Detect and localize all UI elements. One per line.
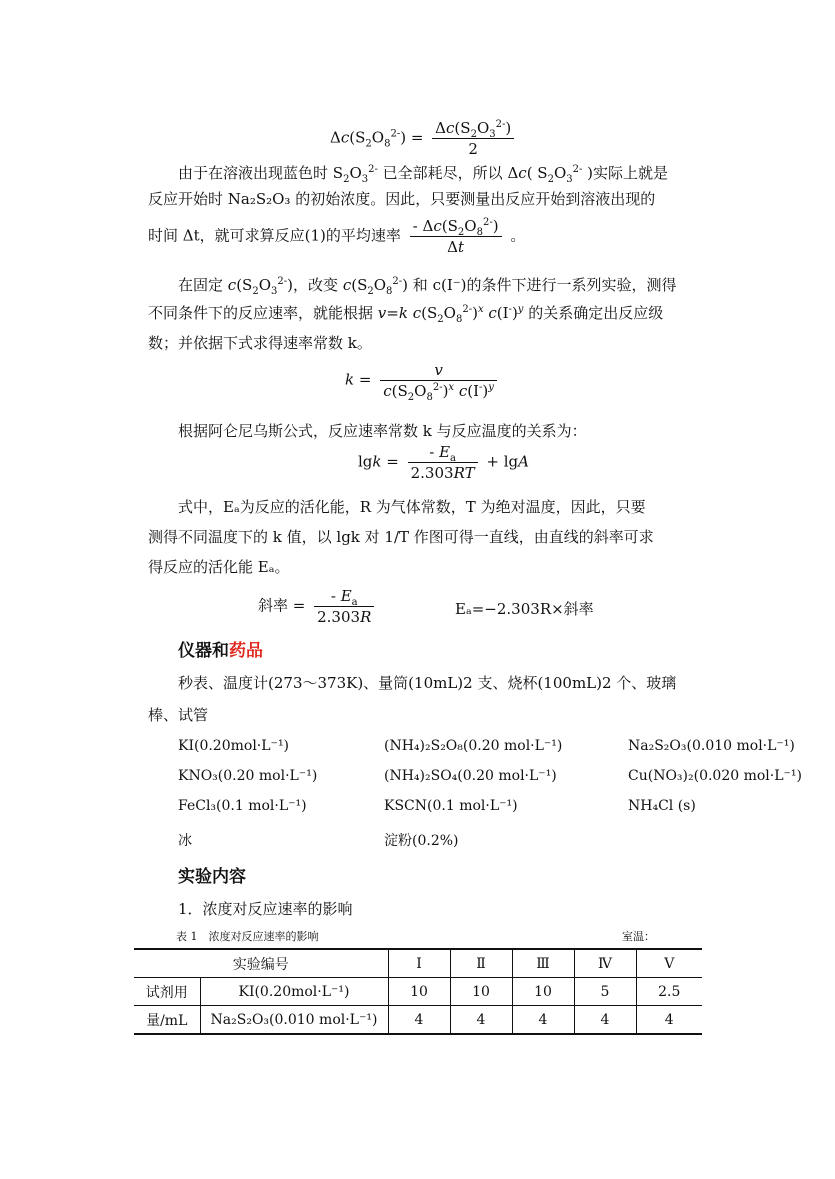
equation-arrhenius: lgk = $\frac{- E_a}{2.303RT}$ + lgA [358,443,529,482]
table-row [134,978,702,1006]
paragraph-1-line-2: 反应开始时 Na₂S₂O₃ 的初始浓度。因此，只要测量出反应开始到溶液出现的 [148,190,656,208]
table-cell: 4 [388,1006,450,1035]
reagent-item: (NH₄)₂SO₄(0.20 mol·L⁻¹) [384,768,557,784]
table-column-header: Ⅰ [388,949,450,978]
table-cell: 4 [450,1006,512,1035]
reagent-item: KSCN(0.1 mol·L⁻¹) [384,798,518,814]
heading-experiment-content: 实验内容 [178,867,246,887]
paragraph-2-line-3: 数；并依据下式求得速率常数 k。 [148,334,372,352]
table-group-label: 试剂用 [134,978,200,1006]
table-column-header: Ⅱ [450,949,512,978]
reagent-item: 淀粉(0.2%) [384,833,459,849]
table-cell: 2.5 [636,978,702,1006]
section-1-title: 1．浓度对反应速率的影响 [178,900,353,918]
table-caption: 表 1 浓度对反应速率的影响 [176,930,319,943]
table-header-row [134,949,702,978]
table-cell: 10 [450,978,512,1006]
table-cell: 4 [574,1006,636,1035]
table-header-label: 实验编号 [134,949,388,978]
apparatus-line-2: 棒、试管 [148,706,209,724]
reagent-item: NH₄Cl (s) [628,798,696,814]
paragraph-4-line-2: 测得不同温度下的 k 值，以 lgk 对 1/T 作图可得一直线，由直线的斜率可求 [148,528,654,546]
reagent-item: Cu(NO₃)₂(0.020 mol·L⁻¹) [628,768,802,784]
table-cell: 5 [574,978,636,1006]
reagent-item: KNO₃(0.20 mol·L⁻¹) [178,768,318,784]
paragraph-3: 根据阿仑尼乌斯公式，反应速率常数 k 与反应温度的关系为： [178,422,587,440]
equation-rate-constant: k = $\frac{v}{c(S_2O_8^{2-})^x c(I^-)^y}$ [345,360,501,401]
equation-slope: 斜率 = $\frac{- E_a}{2.303R}$ [258,586,378,627]
paragraph-2-line-2: 不同条件下的反应速率，就能根据 v=k $c(S_2O_8^{2-})^x$ $c(I^-)^y$ 的关系确定出反应级 [148,304,664,325]
table-column-header: Ⅴ [636,949,702,978]
paragraph-4-line-1: 式中，Eₐ为反应的活化能，R 为气体常数，T 为绝对温度，因此，只要 [178,498,646,516]
reagent-item: (NH₄)₂S₂O₈(0.20 mol·L⁻¹) [384,738,563,754]
apparatus-line-1: 秒表、温度计(273～373K)、量筒(10mL)2 支、烧杯(100mL)2 个、玻璃 [178,674,677,692]
reagent-item: KI(0.20mol·L⁻¹) [178,738,290,754]
paragraph-1-line-3: 时间 Δt，就可求算反应(1)的平均速率 $\frac{- \Delta c(S_2O_8^{2-})}{\Delta t}$ 。 [148,217,526,256]
equation-delta-c: $\Delta c(S_2O_8^{2-})$ = $\frac{\Delta c(S_2O_3^{2-})}{2}$ [330,118,518,159]
paragraph-1-line-1: 由于在溶液出现蓝色时 $S_2O_3^{2-}$ 已全部耗尽，所以 Δc( $S_2O_3^{2-}$ )实际上就是 [178,164,669,185]
table-cell: 10 [388,978,450,1006]
paragraph-2-line-1: 在固定 $c(S_2O_3^{2-})$，改变 $c(S_2O_8^{2-})$ 和 c(I⁻)的条件下进行一系列实验，测得 [178,276,677,297]
paragraph-4-line-3: 得反应的活化能 Eₐ。 [148,558,290,576]
table-row-name: KI(0.20mol·L⁻¹) [200,978,388,1006]
table-row-name: Na₂S₂O₃(0.010 mol·L⁻¹) [200,1006,388,1035]
heading-apparatus-reagents: 仪器和药品 [178,641,263,661]
equation-activation-energy: Eₐ=−2.303R×斜率 [455,600,594,618]
reagent-item: 冰 [178,833,192,849]
reagent-item: FeCl₃(0.1 mol·L⁻¹) [178,798,307,814]
table-column-header: Ⅳ [574,949,636,978]
table-cell: 10 [512,978,574,1006]
table-cell: 4 [512,1006,574,1035]
table-column-header: Ⅲ [512,949,574,978]
table-group-label: 量/mL [134,1006,200,1035]
table-row [134,1006,702,1035]
reagent-item: Na₂S₂O₃(0.010 mol·L⁻¹) [628,738,795,754]
room-temperature-label: 室温： [622,930,655,943]
table-cell: 4 [636,1006,702,1035]
concentration-table [134,948,702,1035]
